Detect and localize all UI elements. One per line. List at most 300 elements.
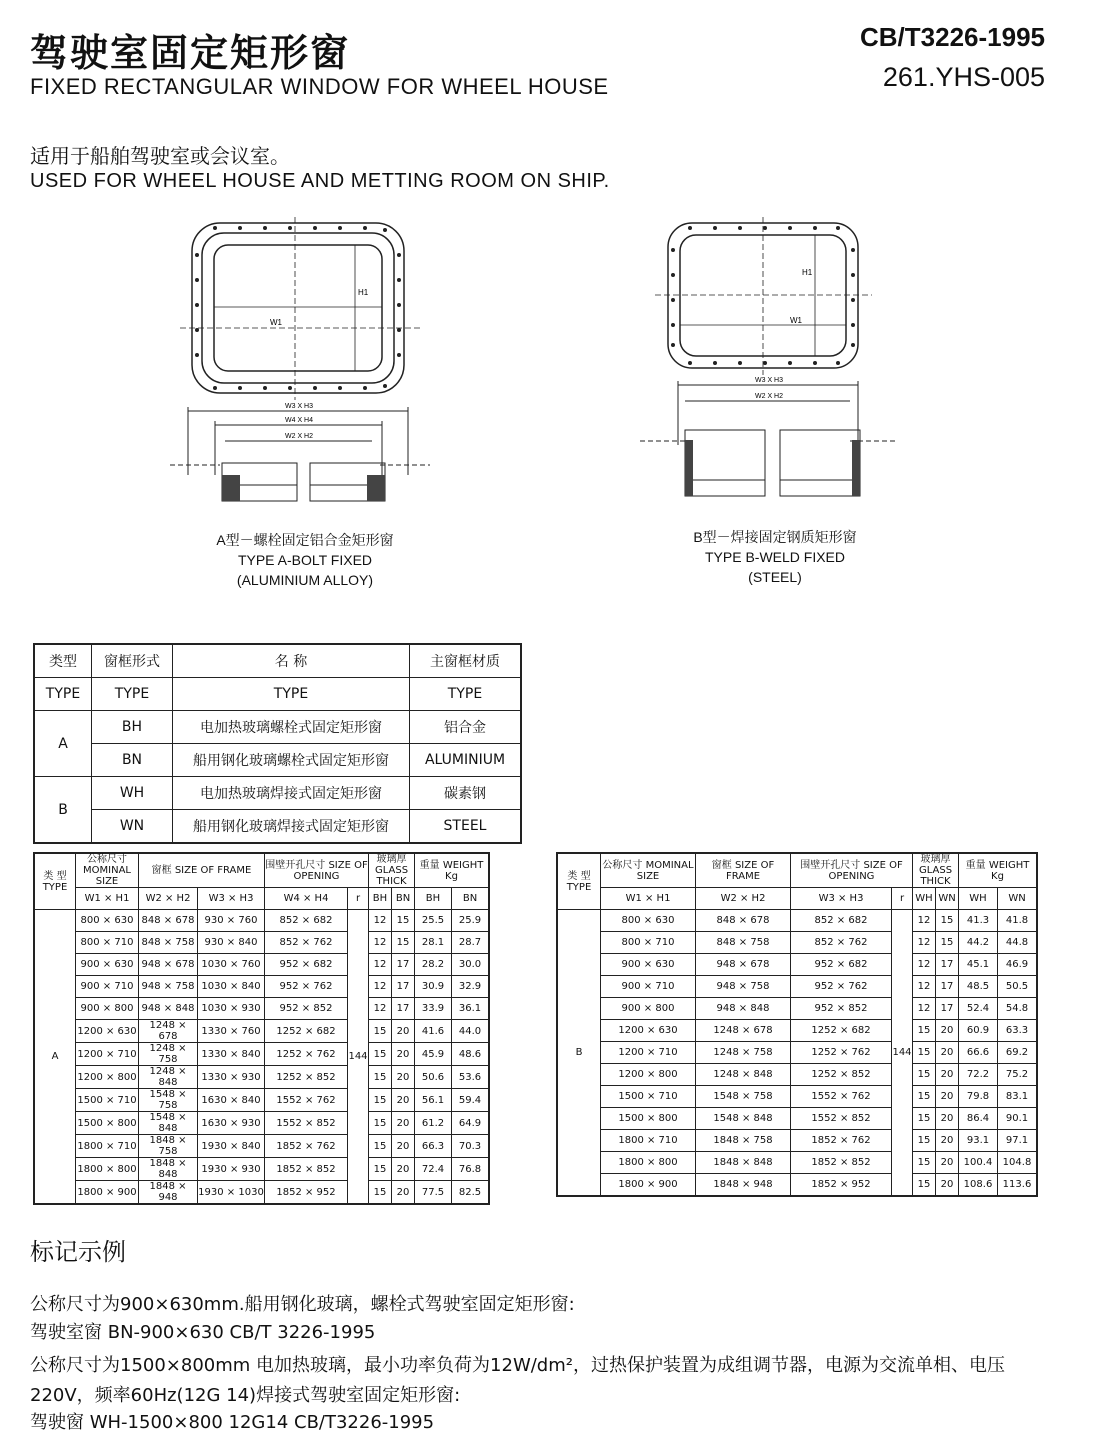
table-cell: 90.1 xyxy=(998,1108,1038,1130)
table-cell: 952 × 852 xyxy=(265,998,348,1020)
table-cell: 15 xyxy=(936,932,959,954)
table-row xyxy=(557,932,1037,954)
table-cell: 1030 × 760 xyxy=(198,954,265,976)
table-cell: 20 xyxy=(392,1043,415,1066)
table-cell: 25.5 xyxy=(415,910,452,932)
table-cell: 54.8 xyxy=(998,998,1038,1020)
table-cell: 1848 × 948 xyxy=(139,1181,198,1205)
table-cell: 1548 × 848 xyxy=(139,1112,198,1135)
standard-code: CB/T3226-1995 xyxy=(860,22,1045,52)
table-cell: 66.3 xyxy=(415,1135,452,1158)
sub-header-cell: BH xyxy=(369,888,392,910)
page-title-en: FIXED RECTANGULAR WINDOW FOR WHEEL HOUSE xyxy=(30,74,609,99)
table-cell: 12 xyxy=(913,976,936,998)
table-cell: 48.6 xyxy=(452,1043,490,1066)
table-cell: 1200 × 710 xyxy=(601,1042,696,1064)
table-cell: 1200 × 630 xyxy=(601,1020,696,1042)
name-cell: 电加热玻璃焊接式固定矩形窗 xyxy=(173,777,410,810)
table-cell: 1248 × 678 xyxy=(139,1020,198,1043)
table-cell: 97.1 xyxy=(998,1130,1038,1152)
table-row xyxy=(34,998,489,1020)
table-cell: 20 xyxy=(936,1064,959,1086)
type-cell: A xyxy=(34,910,76,1205)
table-cell: 50.6 xyxy=(415,1066,452,1089)
table-cell: 12 xyxy=(913,932,936,954)
type-b-caption-cn: B型－焊接固定钢质矩形窗 xyxy=(693,529,857,545)
table-cell: 1800 × 900 xyxy=(76,1181,139,1205)
table-cell: 44.2 xyxy=(959,932,998,954)
table-cell: 86.4 xyxy=(959,1108,998,1130)
col-header-glass: 玻璃厚 GLASS THICK xyxy=(913,853,959,888)
table-cell: 1248 × 848 xyxy=(696,1064,791,1086)
table-cell: 952 × 852 xyxy=(791,998,892,1020)
table-cell: 1800 × 800 xyxy=(76,1158,139,1181)
table-cell: 77.5 xyxy=(415,1181,452,1205)
type-cell: B xyxy=(34,777,92,844)
table-cell: 15 xyxy=(392,932,415,954)
w1-label-b: W1 xyxy=(790,316,802,325)
table-cell: 12 xyxy=(913,910,936,932)
table-cell: 800 × 630 xyxy=(76,910,139,932)
table-row xyxy=(34,976,489,998)
table-cell: 852 × 682 xyxy=(791,910,892,932)
material-cell: ALUMINIUM xyxy=(410,744,522,777)
table-cell: 900 × 630 xyxy=(76,954,139,976)
table-cell: 64.9 xyxy=(452,1112,490,1135)
table-cell: 17 xyxy=(392,998,415,1020)
table-cell: 12 xyxy=(369,910,392,932)
w2h2-label-b: W2 X H2 xyxy=(755,393,784,400)
table-cell: 1248 × 678 xyxy=(696,1020,791,1042)
table-cell: 69.2 xyxy=(998,1042,1038,1064)
table-row xyxy=(557,954,1037,976)
type-a-outer-frame xyxy=(192,223,404,393)
table-cell: 20 xyxy=(392,1158,415,1181)
sub-header-cell: r xyxy=(892,888,913,910)
type-table-header-cn: 名 称 xyxy=(173,644,410,678)
table-row xyxy=(34,1158,489,1181)
usage-text-en: USED FOR WHEEL HOUSE AND METTING ROOM ON SHIP. xyxy=(30,170,610,192)
table-cell: 948 × 848 xyxy=(696,998,791,1020)
table-row xyxy=(557,1020,1037,1042)
col-header-type: 类 型 TYPE xyxy=(557,853,601,910)
table-cell: 1200 × 800 xyxy=(76,1066,139,1089)
table-cell: 1800 × 710 xyxy=(601,1130,696,1152)
table-cell: 41.6 xyxy=(415,1020,452,1043)
type-b-size-table xyxy=(556,852,1038,1197)
table-cell: 1500 × 710 xyxy=(601,1086,696,1108)
table-cell: 1852 × 852 xyxy=(791,1152,892,1174)
usage-text-cn: 适用于船舶驾驶室或会议室。 xyxy=(30,144,290,168)
material-cell: 碳素钢 xyxy=(410,777,522,810)
table-cell: 33.9 xyxy=(415,998,452,1020)
col-header-frame: 窗框 SIZE OF FRAME xyxy=(139,853,265,888)
table-cell: 800 × 630 xyxy=(601,910,696,932)
table-cell: 20 xyxy=(392,1089,415,1112)
table-cell: 1848 × 948 xyxy=(696,1174,791,1197)
table-cell: 48.5 xyxy=(959,976,998,998)
type-table-header-en: TYPE xyxy=(410,678,522,711)
sub-header-cell: BN xyxy=(392,888,415,910)
h1-label: H1 xyxy=(358,288,369,297)
table-cell: 79.8 xyxy=(959,1086,998,1108)
table-cell: 1030 × 930 xyxy=(198,998,265,1020)
table-row xyxy=(34,932,489,954)
col-header-glass: 玻璃厚 GLASS THICK xyxy=(369,853,415,888)
table-cell: 15 xyxy=(369,1181,392,1205)
table-cell: 1848 × 758 xyxy=(139,1135,198,1158)
table-cell: 852 × 682 xyxy=(265,910,348,932)
table-cell: 1500 × 800 xyxy=(601,1108,696,1130)
table-cell: 32.9 xyxy=(452,976,490,998)
table-cell: 1800 × 710 xyxy=(76,1135,139,1158)
table-cell: 17 xyxy=(936,954,959,976)
table-cell: 15 xyxy=(369,1020,392,1043)
document-number: 261.YHS-005 xyxy=(882,62,1045,92)
table-cell: 45.1 xyxy=(959,954,998,976)
table-cell: 1500 × 710 xyxy=(76,1089,139,1112)
h1-label-b: H1 xyxy=(802,268,813,277)
table-cell: 952 × 762 xyxy=(265,976,348,998)
type-table-header-cn: 类型 xyxy=(34,644,92,678)
sub-header-cell: WN xyxy=(998,888,1038,910)
table-cell: 1252 × 762 xyxy=(791,1042,892,1064)
table-cell: 848 × 678 xyxy=(139,910,198,932)
table-cell: 66.6 xyxy=(959,1042,998,1064)
table-cell: 948 × 758 xyxy=(696,976,791,998)
r-cell: 144 xyxy=(348,910,369,1205)
table-cell: 17 xyxy=(936,998,959,1020)
sub-header-cell: W3 × H3 xyxy=(791,888,892,910)
table-cell: 82.5 xyxy=(452,1181,490,1205)
table-cell: 1200 × 630 xyxy=(76,1020,139,1043)
type-b-drawing xyxy=(640,215,900,505)
table-cell: 28.7 xyxy=(452,932,490,954)
material-cell: 铝合金 xyxy=(410,711,522,744)
table-cell: 948 × 848 xyxy=(139,998,198,1020)
table-cell: 17 xyxy=(392,954,415,976)
table-cell: 848 × 758 xyxy=(696,932,791,954)
table-row xyxy=(34,910,489,932)
example-line: 驾驶室窗 BN-900×630 CB/T 3226-1995 xyxy=(30,1322,376,1343)
table-cell: 1500 × 800 xyxy=(76,1112,139,1135)
table-cell: 1330 × 840 xyxy=(198,1043,265,1066)
type-a-caption-en1: TYPE A-BOLT FIXED xyxy=(237,552,373,568)
table-cell: 852 × 762 xyxy=(791,932,892,954)
table-cell: 15 xyxy=(913,1020,936,1042)
table-cell: 1630 × 840 xyxy=(198,1089,265,1112)
col-header-opening: 围壁开孔尺寸 SIZE OF OPENING xyxy=(265,853,369,888)
type-a-caption-cn: A型－螺栓固定铝合金矩形窗 xyxy=(216,532,394,548)
table-cell: 61.2 xyxy=(415,1112,452,1135)
table-cell: 53.6 xyxy=(452,1066,490,1089)
table-cell: 59.4 xyxy=(452,1089,490,1112)
type-table-header-en: TYPE xyxy=(173,678,410,711)
table-cell: 15 xyxy=(369,1066,392,1089)
w4h4-label: W4 X H4 xyxy=(285,417,314,424)
col-header-weight: 重量 WEIGHT Kg xyxy=(959,853,1038,888)
table-cell: 15 xyxy=(913,1042,936,1064)
table-cell: 12 xyxy=(369,932,392,954)
table-row xyxy=(557,998,1037,1020)
table-cell: 1852 × 762 xyxy=(265,1135,348,1158)
sub-header-cell: WH xyxy=(959,888,998,910)
table-cell: 1800 × 800 xyxy=(601,1152,696,1174)
r-cell: 144 xyxy=(892,910,913,1197)
table-cell: 83.1 xyxy=(998,1086,1038,1108)
table-cell: 930 × 840 xyxy=(198,932,265,954)
table-cell: 20 xyxy=(936,1174,959,1197)
table-row xyxy=(557,1152,1037,1174)
table-cell: 104.8 xyxy=(998,1152,1038,1174)
table-cell: 1548 × 848 xyxy=(696,1108,791,1130)
type-a-caption-en2: (ALUMINIUM ALLOY) xyxy=(236,572,374,588)
table-cell: 76.8 xyxy=(452,1158,490,1181)
table-cell: 852 × 762 xyxy=(265,932,348,954)
table-cell: 1200 × 800 xyxy=(601,1064,696,1086)
table-row xyxy=(34,1112,489,1135)
table-cell: 17 xyxy=(936,976,959,998)
table-cell: 44.0 xyxy=(452,1020,490,1043)
table-cell: 108.6 xyxy=(959,1174,998,1197)
table-cell: 15 xyxy=(913,1064,936,1086)
table-cell: 12 xyxy=(913,998,936,1020)
table-row xyxy=(557,910,1037,932)
table-cell: 1252 × 852 xyxy=(791,1064,892,1086)
material-cell: STEEL xyxy=(410,810,522,844)
table-cell: 1852 × 952 xyxy=(791,1174,892,1197)
type-a-caption xyxy=(160,530,450,590)
table-cell: 1630 × 930 xyxy=(198,1112,265,1135)
table-cell: 1252 × 852 xyxy=(265,1066,348,1089)
table-cell: 75.2 xyxy=(998,1064,1038,1086)
table-cell: 15 xyxy=(913,1086,936,1108)
table-cell: 20 xyxy=(392,1020,415,1043)
table-cell: 1852 × 952 xyxy=(265,1181,348,1205)
col-header-nominal: 公称尺寸 MOMINAL SIZE xyxy=(76,853,139,888)
table-cell: 25.9 xyxy=(452,910,490,932)
table-cell: 20 xyxy=(392,1066,415,1089)
type-table-header-cn: 窗框形式 xyxy=(92,644,173,678)
table-cell: 20 xyxy=(936,1152,959,1174)
table-cell: 20 xyxy=(936,1086,959,1108)
table-cell: 15 xyxy=(369,1043,392,1066)
name-cell: 船用钢化玻璃焊接式固定矩形窗 xyxy=(173,810,410,844)
col-header-type: 类 型 TYPE xyxy=(34,853,76,910)
table-cell: 28.1 xyxy=(415,932,452,954)
table-cell: 1548 × 758 xyxy=(139,1089,198,1112)
table-cell: 948 × 678 xyxy=(696,954,791,976)
table-cell: 12 xyxy=(369,976,392,998)
table-cell: 1930 × 930 xyxy=(198,1158,265,1181)
table-row xyxy=(557,1086,1037,1108)
table-cell: 15 xyxy=(913,1130,936,1152)
table-cell: 46.9 xyxy=(998,954,1038,976)
table-cell: 12 xyxy=(913,954,936,976)
table-cell: 20 xyxy=(392,1135,415,1158)
table-cell: 20 xyxy=(936,1020,959,1042)
w1-label: W1 xyxy=(270,318,282,327)
table-cell: 20 xyxy=(936,1108,959,1130)
table-cell: 1848 × 758 xyxy=(696,1130,791,1152)
table-cell: 100.4 xyxy=(959,1152,998,1174)
table-cell: 28.2 xyxy=(415,954,452,976)
example-title: 标记示例 xyxy=(30,1238,126,1266)
table-cell: 20 xyxy=(392,1181,415,1205)
table-cell: 15 xyxy=(369,1158,392,1181)
table-cell: 60.9 xyxy=(959,1020,998,1042)
table-cell: 12 xyxy=(369,954,392,976)
table-cell: 1848 × 848 xyxy=(139,1158,198,1181)
table-cell: 1552 × 852 xyxy=(265,1112,348,1135)
table-cell: 1252 × 682 xyxy=(265,1020,348,1043)
table-cell: 52.4 xyxy=(959,998,998,1020)
table-cell: 848 × 678 xyxy=(696,910,791,932)
table-cell: 12 xyxy=(369,998,392,1020)
table-cell: 15 xyxy=(369,1112,392,1135)
frame-cell: WH xyxy=(92,777,173,810)
table-cell: 1800 × 900 xyxy=(601,1174,696,1197)
table-cell: 15 xyxy=(913,1108,936,1130)
table-cell: 1248 × 848 xyxy=(139,1066,198,1089)
type-table-header-en: TYPE xyxy=(92,678,173,711)
table-row xyxy=(34,954,489,976)
table-cell: 948 × 758 xyxy=(139,976,198,998)
page-title-cn: 驾驶室固定矩形窗 xyxy=(30,31,351,75)
table-cell: 948 × 678 xyxy=(139,954,198,976)
table-cell: 56.1 xyxy=(415,1089,452,1112)
table-cell: 1552 × 762 xyxy=(265,1089,348,1112)
w2h2-label: W2 X H2 xyxy=(285,433,314,440)
type-cell: B xyxy=(557,910,601,1197)
table-cell: 800 × 710 xyxy=(76,932,139,954)
type-a-drawing xyxy=(160,215,450,515)
type-b-caption-en2: (STEEL) xyxy=(748,569,802,585)
table-cell: 1252 × 762 xyxy=(265,1043,348,1066)
table-row xyxy=(557,1130,1037,1152)
type-a-glass xyxy=(214,245,382,371)
sub-header-cell: W3 × H3 xyxy=(198,888,265,910)
example-line: 220V，频率60Hz(12G 14)焊接式驾驶室固定矩形窗: xyxy=(30,1385,461,1406)
table-cell: 36.1 xyxy=(452,998,490,1020)
table-cell: 952 × 682 xyxy=(791,954,892,976)
table-row xyxy=(557,1108,1037,1130)
sub-header-cell: WN xyxy=(936,888,959,910)
table-row xyxy=(34,1135,489,1158)
table-cell: 15 xyxy=(369,1089,392,1112)
table-row xyxy=(34,1089,489,1112)
sub-header-cell: W1 × H1 xyxy=(601,888,696,910)
table-cell: 952 × 682 xyxy=(265,954,348,976)
example-line: 驾驶窗 WH-1500×800 12G14 CB/T3226-1995 xyxy=(30,1412,435,1433)
frame-cell: BN xyxy=(92,744,173,777)
table-cell: 1930 × 840 xyxy=(198,1135,265,1158)
table-cell: 900 × 630 xyxy=(601,954,696,976)
table-row xyxy=(34,1181,489,1205)
table-cell: 930 × 760 xyxy=(198,910,265,932)
table-cell: 900 × 800 xyxy=(601,998,696,1020)
type-table-header-cn: 主窗框材质 xyxy=(410,644,522,678)
table-row xyxy=(557,1174,1037,1197)
table-cell: 900 × 710 xyxy=(76,976,139,998)
sub-header-cell: W2 × H2 xyxy=(696,888,791,910)
sub-header-cell: r xyxy=(348,888,369,910)
frame-cell: WN xyxy=(92,810,173,844)
type-a-size-table xyxy=(33,852,490,1205)
table-cell: 1330 × 760 xyxy=(198,1020,265,1043)
table-row xyxy=(34,1043,489,1066)
sub-header-cell: BN xyxy=(452,888,490,910)
table-cell: 17 xyxy=(392,976,415,998)
table-cell: 41.8 xyxy=(998,910,1038,932)
table-cell: 113.6 xyxy=(998,1174,1038,1197)
table-cell: 952 × 762 xyxy=(791,976,892,998)
w3h3-label-b: W3 X H3 xyxy=(755,377,784,384)
table-cell: 800 × 710 xyxy=(601,932,696,954)
w3h3-label: W3 X H3 xyxy=(285,403,314,410)
table-cell: 72.2 xyxy=(959,1064,998,1086)
table-cell: 20 xyxy=(936,1042,959,1064)
sub-header-cell: WH xyxy=(913,888,936,910)
example-line: 公称尺寸为1500×800mm 电加热玻璃，最小功率负荷为12W/dm²，过热保护装置为成组调节器，电源为交流单相、电压 xyxy=(30,1355,1005,1376)
table-cell: 1552 × 762 xyxy=(791,1086,892,1108)
table-cell: 848 × 758 xyxy=(139,932,198,954)
table-cell: 15 xyxy=(936,910,959,932)
table-cell: 1252 × 682 xyxy=(791,1020,892,1042)
col-header-frame: 窗框 SIZE OF FRAME xyxy=(696,853,791,888)
col-header-opening: 围壁开孔尺寸 SIZE OF OPENING xyxy=(791,853,913,888)
table-cell: 44.8 xyxy=(998,932,1038,954)
table-cell: 45.9 xyxy=(415,1043,452,1066)
frame-cell: BH xyxy=(92,711,173,744)
table-cell: 1852 × 852 xyxy=(265,1158,348,1181)
name-cell: 电加热玻璃螺栓式固定矩形窗 xyxy=(173,711,410,744)
sub-header-cell: BH xyxy=(415,888,452,910)
table-cell: 1330 × 930 xyxy=(198,1066,265,1089)
table-cell: 30.9 xyxy=(415,976,452,998)
table-cell: 1848 × 848 xyxy=(696,1152,791,1174)
table-cell: 20 xyxy=(392,1112,415,1135)
sub-header-cell: W4 × H4 xyxy=(265,888,348,910)
table-cell: 15 xyxy=(913,1174,936,1197)
table-row xyxy=(557,1042,1037,1064)
table-cell: 1200 × 710 xyxy=(76,1043,139,1066)
table-row xyxy=(557,976,1037,998)
type-table xyxy=(33,643,522,844)
table-row xyxy=(557,1064,1037,1086)
col-header-weight: 重量 WEIGHT Kg xyxy=(415,853,490,888)
example-line: 公称尺寸为900×630mm.船用钢化玻璃，螺栓式驾驶室固定矩形窗: xyxy=(30,1294,575,1315)
table-cell: 1930 × 1030 xyxy=(198,1181,265,1205)
table-cell: 41.3 xyxy=(959,910,998,932)
table-cell: 30.0 xyxy=(452,954,490,976)
table-cell: 63.3 xyxy=(998,1020,1038,1042)
sub-header-cell: W1 × H1 xyxy=(76,888,139,910)
table-cell: 1552 × 852 xyxy=(791,1108,892,1130)
table-cell: 15 xyxy=(913,1152,936,1174)
table-row xyxy=(34,1020,489,1043)
col-header-nominal: 公称尺寸 MOMINAL SIZE xyxy=(601,853,696,888)
table-cell: 50.5 xyxy=(998,976,1038,998)
type-table-header-en: TYPE xyxy=(34,678,92,711)
table-cell: 1248 × 758 xyxy=(139,1043,198,1066)
table-cell: 1548 × 758 xyxy=(696,1086,791,1108)
type-cell: A xyxy=(34,711,92,777)
table-cell: 900 × 800 xyxy=(76,998,139,1020)
table-cell: 1852 × 762 xyxy=(791,1130,892,1152)
sub-header-cell: W2 × H2 xyxy=(139,888,198,910)
table-cell: 1030 × 840 xyxy=(198,976,265,998)
